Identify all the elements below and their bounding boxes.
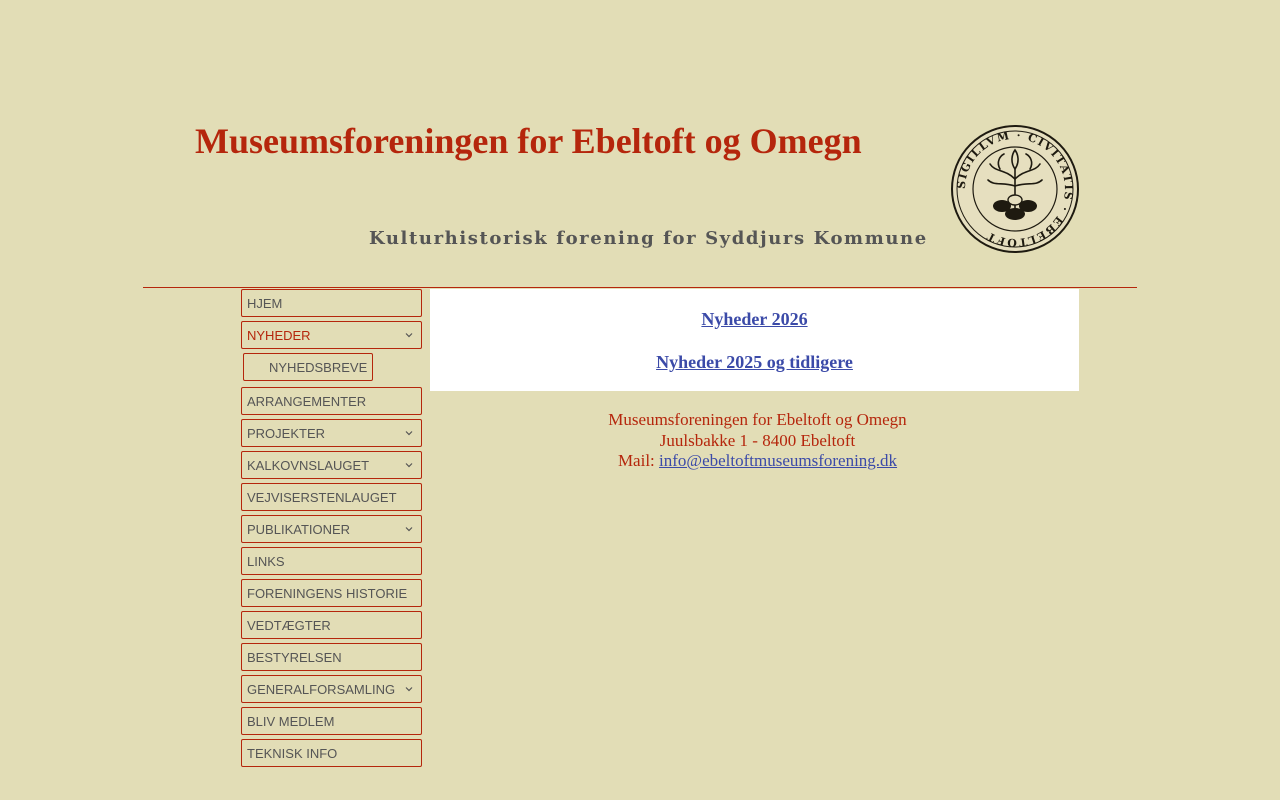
chevron-down-icon[interactable]	[404, 524, 414, 534]
nav-item-bestyrelsen[interactable]	[241, 643, 422, 671]
nav-label: GENERALFORSAMLING	[247, 681, 396, 697]
nav-item-nyhedsbreve[interactable]	[243, 353, 373, 381]
sidebar-nav	[241, 289, 422, 771]
nav-item-links[interactable]	[241, 547, 422, 575]
nav-item-arrangementer[interactable]	[241, 387, 422, 415]
chevron-down-icon[interactable]	[404, 460, 414, 470]
chevron-down-icon[interactable]	[404, 330, 414, 340]
nav-label: PROJEKTER	[247, 425, 326, 441]
nav-label: FORENINGENS HISTORIE	[247, 585, 408, 601]
chevron-down-icon[interactable]	[404, 428, 414, 438]
chevron-down-icon[interactable]	[404, 684, 414, 694]
town-seal-logo	[950, 124, 1080, 254]
nav-label: ARRANGEMENTER	[247, 393, 367, 409]
nav-item-foreningens-historie[interactable]	[241, 579, 422, 607]
nav-item-hjem[interactable]	[241, 289, 422, 317]
nav-item-kalkovnslauget[interactable]	[241, 451, 422, 479]
link-nyheder-2026[interactable]: Nyheder 2026	[701, 309, 808, 329]
nav-label: BLIV MEDLEM	[247, 713, 335, 729]
nav-item-vedtaegter[interactable]	[241, 611, 422, 639]
nav-item-publikationer[interactable]	[241, 515, 422, 543]
nav-item-projekter[interactable]	[241, 419, 422, 447]
site-subtitle: Kulturhistorisk forening for Syddjurs Kommune	[369, 228, 928, 249]
header-divider	[143, 287, 1137, 288]
address: Juulsbakke 1 - 8400 Ebeltoft	[659, 430, 856, 450]
nav-label: NYHEDSBREVE	[269, 359, 368, 375]
org-name: Museumsforeningen for Ebeltoft og Omegn	[608, 410, 907, 429]
mail-label: Mail:	[617, 451, 655, 470]
svg-text:SIGILLVM · CIVITATIS · EBELTOF: SIGILLVM · CIVITATIS · EBELTOFT	[954, 128, 1076, 250]
nav-label: BESTYRELSEN	[247, 649, 342, 665]
nav-label: HJEM	[247, 295, 283, 311]
nav-label: LINKS	[247, 553, 285, 569]
site-title: Museumsforeningen for Ebeltoft og Omegn	[195, 121, 862, 161]
nav-item-teknisk-info[interactable]	[241, 739, 422, 767]
email-link[interactable]: info@ebeltoftmuseumsforening.dk	[659, 451, 898, 470]
nav-item-bliv-medlem[interactable]	[241, 707, 422, 735]
link-nyheder-2025-og-tidligere[interactable]: Nyheder 2025 og tidligere	[656, 352, 853, 372]
nav-item-vejviserstenlauget[interactable]	[241, 483, 422, 511]
nav-item-generalforsamling[interactable]	[241, 675, 422, 703]
news-links-panel	[430, 289, 1079, 391]
contact-info	[430, 410, 1085, 472]
nav-label: NYHEDER	[247, 327, 311, 343]
nav-label: VEJVISERSTENLAUGET	[247, 489, 397, 505]
nav-label: TEKNISK INFO	[247, 745, 338, 761]
nav-item-nyheder[interactable]	[241, 321, 422, 349]
nav-label: PUBLIKATIONER	[247, 521, 351, 537]
nav-label: VEDTÆGTER	[247, 617, 331, 633]
nav-label: KALKOVNSLAUGET	[247, 457, 370, 473]
mail-line	[430, 451, 1085, 472]
